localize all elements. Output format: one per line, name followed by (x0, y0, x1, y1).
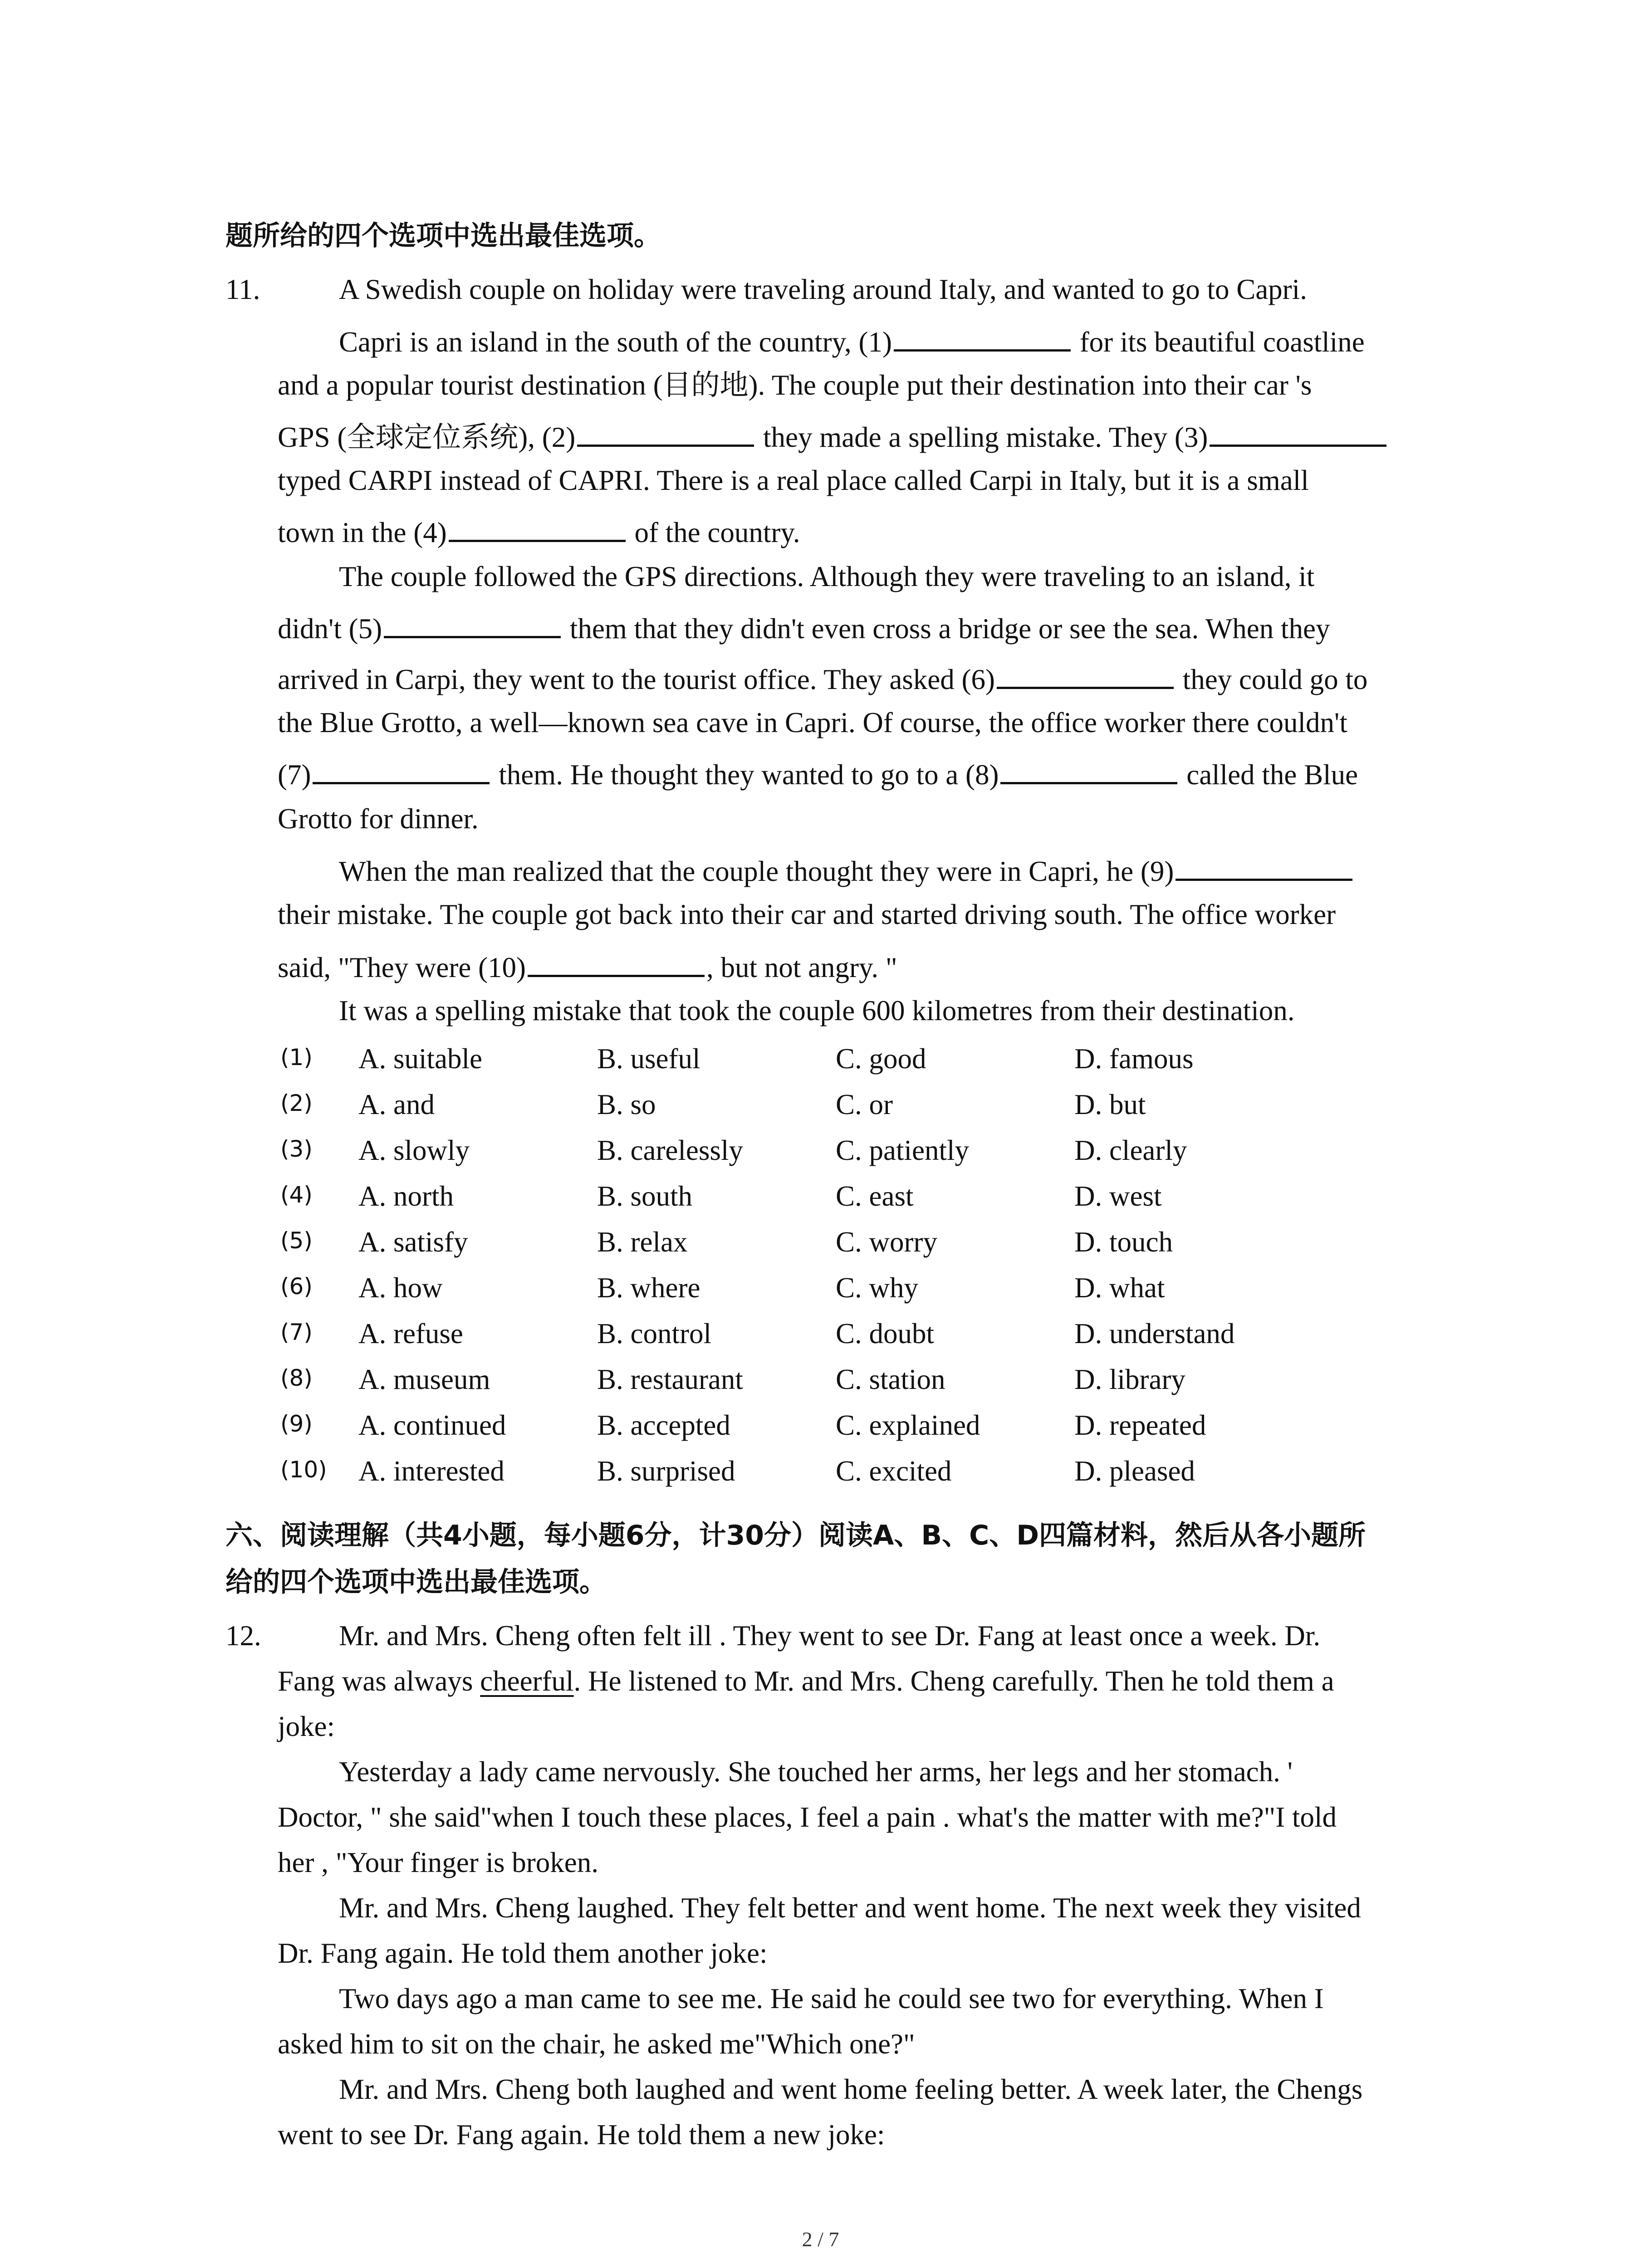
answer-blank-10[interactable] (528, 951, 705, 977)
q11-line-8: didn't (5) them that they didn't even cross a bridge or see the sea. When they (278, 613, 1330, 645)
option-choice-b[interactable]: B. carelessly (597, 1134, 743, 1166)
answer-blank-1[interactable] (894, 326, 1071, 352)
option-row-number: (10) (280, 1457, 327, 1483)
option-choice-a[interactable]: A. north (358, 1180, 454, 1212)
answer-blank-3[interactable] (1210, 421, 1386, 447)
page-number: 2 / 7 (802, 2228, 839, 2251)
option-row-number: (9) (280, 1411, 313, 1437)
option-choice-d[interactable]: D. understand (1074, 1318, 1235, 1349)
q11-line-16: It was a spelling mistake that took the couple 600 kilometres from their destination. (339, 995, 1295, 1026)
option-choice-a[interactable]: A. museum (358, 1364, 490, 1395)
option-row-number: (4) (280, 1182, 313, 1208)
option-choice-a[interactable]: A. and (358, 1089, 435, 1120)
q12-line-5: Doctor, " she said"when I touch these places, I feel a pain . what's the matter with me?"I told (278, 1801, 1337, 1833)
section6-heading-line-1: 六、阅读理解（共4小题，每小题6分，计30分）阅读A、B、C、D四篇材料，然后从各小题所 (225, 1520, 1366, 1551)
option-choice-a[interactable]: A. how (358, 1272, 443, 1304)
q11-line-10: the Blue Grotto, a well—known sea cave in Capri. Of course, the office worker there couldn't (278, 707, 1347, 738)
q11-line-11: (7) them. He thought they wanted to go to a (8) called the Blue (278, 759, 1358, 791)
option-choice-c[interactable]: C. or (836, 1089, 893, 1120)
option-choice-d[interactable]: D. famous (1074, 1043, 1194, 1075)
option-choice-a[interactable]: A. continued (358, 1409, 506, 1441)
q11-line-1: A Swedish couple on holiday were traveling around Italy, and wanted to go to Capri. (339, 274, 1307, 305)
q12-line-7: Mr. and Mrs. Cheng laughed. They felt better and went home. The next week they visited (339, 1892, 1361, 1924)
option-choice-c[interactable]: C. east (836, 1180, 914, 1212)
option-choice-a[interactable]: A. suitable (358, 1043, 482, 1075)
option-choice-b[interactable]: B. accepted (597, 1409, 730, 1441)
q12-line-6: her , "Your finger is broken. (278, 1847, 598, 1878)
option-choice-c[interactable]: C. patiently (836, 1134, 969, 1166)
option-choice-c[interactable]: C. why (836, 1272, 919, 1304)
answer-blank-9[interactable] (1176, 855, 1352, 881)
q11-line-4: GPS (全球定位系统), (2) they made a spelling mistake. They (3) (278, 421, 1388, 452)
option-choice-c[interactable]: C. explained (836, 1409, 980, 1441)
option-choice-d[interactable]: D. west (1074, 1180, 1162, 1212)
q11-line-9: arrived in Carpi, they went to the tourist office. They asked (6) they could go to (278, 664, 1368, 695)
option-choice-b[interactable]: B. surprised (597, 1455, 735, 1487)
option-row-number: (5) (280, 1227, 313, 1254)
option-choice-b[interactable]: B. south (597, 1180, 693, 1212)
option-row-number: (6) (280, 1273, 313, 1300)
q12-line-9: Two days ago a man came to see me. He said he could see two for everything. When I (339, 1983, 1324, 2014)
option-choice-d[interactable]: D. touch (1074, 1226, 1173, 1258)
option-choice-a[interactable]: A. refuse (358, 1318, 463, 1349)
option-choice-c[interactable]: C. worry (836, 1226, 937, 1258)
q12-line-11: Mr. and Mrs. Cheng both laughed and went home feeling better. A week later, the Chengs (339, 2073, 1363, 2105)
q11-line-5: typed CARPI instead of CAPRI. There is a real place called Carpi in Italy, but it is a small (278, 464, 1309, 496)
answer-blank-6[interactable] (997, 663, 1174, 689)
option-choice-d[interactable]: D. library (1074, 1364, 1185, 1395)
answer-blank-5[interactable] (384, 612, 561, 638)
question-number-11: 11. (225, 274, 260, 305)
option-choice-b[interactable]: B. restaurant (597, 1364, 743, 1395)
underlined-word-cheerful: cheerful (480, 1665, 574, 1697)
option-choice-b[interactable]: B. control (597, 1318, 711, 1349)
option-choice-c[interactable]: C. station (836, 1364, 945, 1395)
q11-line-12: Grotto for dinner. (278, 803, 479, 835)
answer-blank-2[interactable] (577, 421, 754, 447)
q11-line-7: The couple followed the GPS directions. Although they were traveling to an island, it (339, 561, 1315, 592)
q11-line-2: Capri is an island in the south of the country, (1) for its beautiful coastline (339, 326, 1365, 358)
q11-line-6: town in the (4) of the country. (278, 517, 800, 548)
q11-line-13: When the man realized that the couple thought they were in Capri, he (9) (339, 855, 1354, 886)
option-choice-b[interactable]: B. relax (597, 1226, 688, 1258)
q12-line-4: Yesterday a lady came nervously. She touched her arms, her legs and her stomach. ' (339, 1756, 1293, 1788)
q11-line-15: said, "They were (10) , but not angry. " (278, 952, 897, 983)
option-choice-d[interactable]: D. clearly (1074, 1134, 1187, 1166)
option-row-number: (8) (280, 1365, 313, 1391)
q12-line-8: Dr. Fang again. He told them another joke: (278, 1937, 768, 1969)
option-choice-d[interactable]: D. what (1074, 1272, 1165, 1304)
q11-line-14: their mistake. The couple got back into their car and started driving south. The office worker (278, 899, 1336, 930)
option-choice-b[interactable]: B. where (597, 1272, 700, 1304)
q12-line-1: Mr. and Mrs. Cheng often felt ill . They went to see Dr. Fang at least once a week. Dr. (339, 1620, 1321, 1652)
section5-instruction-tail: 题所给的四个选项中选出最佳选项。 (225, 220, 661, 252)
answer-blank-4[interactable] (449, 516, 626, 542)
q12-line-10: asked him to sit on the chair, he asked me"Which one?" (278, 2028, 915, 2060)
option-choice-c[interactable]: C. excited (836, 1455, 952, 1487)
option-choice-a[interactable]: A. slowly (358, 1134, 470, 1166)
option-row-number: (7) (280, 1319, 313, 1345)
answer-blank-8[interactable] (1000, 758, 1177, 784)
q12-line-12: went to see Dr. Fang again. He told them a new joke: (278, 2119, 885, 2151)
option-choice-b[interactable]: B. so (597, 1089, 656, 1120)
option-row-number: (2) (280, 1090, 313, 1116)
option-choice-a[interactable]: A. interested (358, 1455, 505, 1487)
answer-blank-7[interactable] (313, 758, 490, 784)
question-number-12: 12. (225, 1620, 261, 1652)
option-choice-b[interactable]: B. useful (597, 1043, 700, 1075)
option-choice-d[interactable]: D. pleased (1074, 1455, 1195, 1487)
q12-line-3: joke: (278, 1711, 335, 1742)
option-choice-c[interactable]: C. doubt (836, 1318, 935, 1349)
option-choice-a[interactable]: A. satisfy (358, 1226, 468, 1258)
section6-heading-line-2: 给的四个选项中选出最佳选项。 (225, 1566, 607, 1598)
option-choice-d[interactable]: D. repeated (1074, 1409, 1206, 1441)
option-row-number: (3) (280, 1136, 313, 1162)
option-choice-d[interactable]: D. but (1074, 1089, 1146, 1120)
q12-line-2: Fang was always cheerful. He listened to Mr. and Mrs. Cheng carefully. Then he told them a (278, 1665, 1334, 1697)
q11-line-3: and a popular tourist destination (目的地). The couple put their destination into their car 's (278, 369, 1312, 401)
option-row-number: (1) (280, 1044, 313, 1070)
option-choice-c[interactable]: C. good (836, 1043, 926, 1075)
